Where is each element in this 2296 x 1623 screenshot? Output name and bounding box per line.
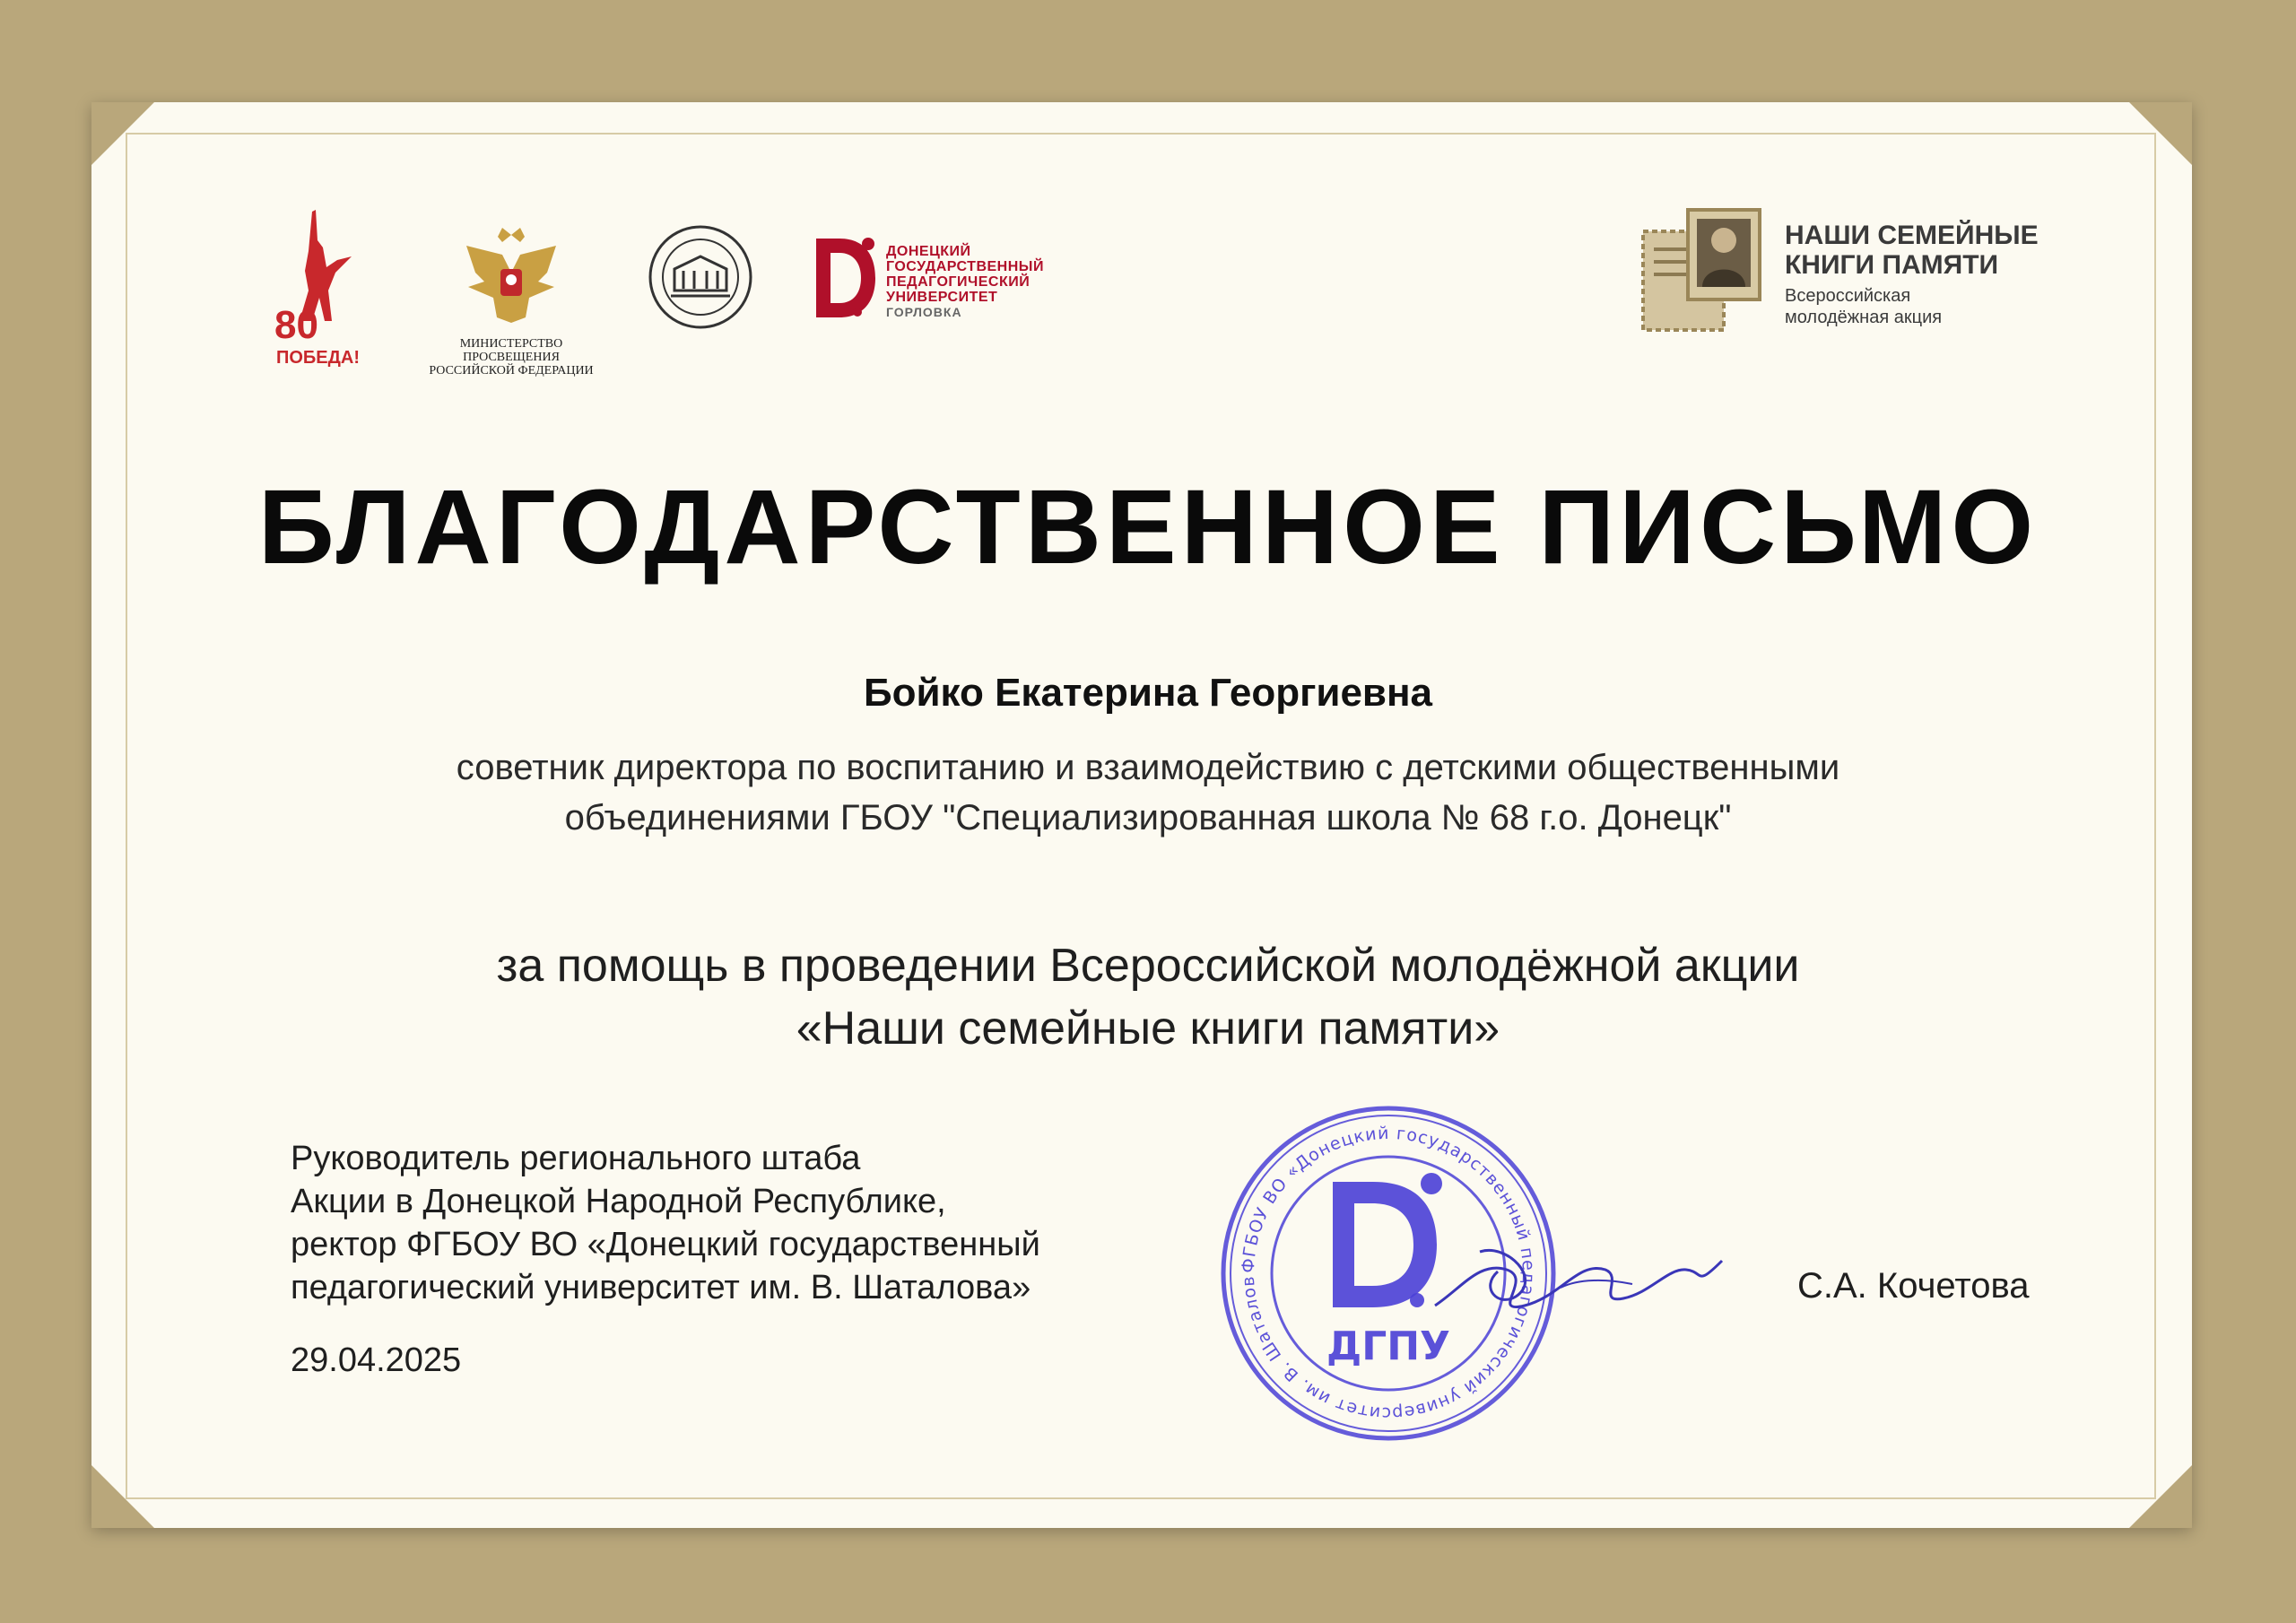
signer-line3: ректор ФГБОУ ВО «Донецкий государственный [291,1226,1040,1263]
stamp-ring-text: ФГБОУ ВО «Донецкий государственный педагогический университет им. В. Шаталов [1238,1123,1539,1424]
position-line1: советник директора по воспитанию и взаимодействию с детскими общественными [456,748,1840,787]
books-sub-line1: Всероссийская [1785,286,1911,306]
signer-line1: Руководитель регионального штаба [291,1140,861,1177]
double-headed-eagle-icon [413,219,610,326]
dgpu-logo [813,233,1064,332]
ministry-logo [413,219,610,378]
victory-number: 80 [274,303,318,347]
dgpu-line2: ГОСУДАРСТВЕННЫЙ [886,259,1044,274]
recipient-position [269,742,2027,843]
issue-date: 29.04.2025 [291,1341,462,1379]
victory-logo [273,204,362,375]
handwritten-signature [1426,1225,1731,1332]
dgpu-d-letter-icon [813,233,881,323]
ministry-line1: МИНИСТЕРСТВО ПРОСВЕЩЕНИЯ [459,337,563,364]
university-building-seal-icon [648,224,753,330]
gratitude-reason [269,934,2027,1060]
reason-line2: «Наши семейные книги памяти» [796,1002,1500,1055]
dgpu-line3: ПЕДАГОГИЧЕСКИЙ [886,274,1031,290]
recipient-name: Бойко Екатерина Георгиевна [863,671,1433,715]
signer-name: С.А. Кочетова [1797,1266,2030,1306]
dgpu-line1: ДОНЕЦКИЙ [886,244,971,259]
dgpu-line4: УНИВЕРСИТЕТ [886,290,998,305]
books-sub-line2: молодёжная акция [1785,308,1943,327]
books-of-memory-logo [1638,204,2068,348]
dgpu-city: ГОРЛОВКА [886,305,962,319]
books-title-line1: НАШИ СЕМЕЙНЫЕ [1785,221,2039,250]
signer-line4: педагогический университет им. В. Шаталова» [291,1269,1031,1306]
stamp-center-text: ДГПУ [1326,1324,1450,1369]
victory-text: ПОБЕДА! [276,348,360,368]
position-line2: объединениями ГБОУ "Специализированная школа № 68 г.о. Донецк" [564,798,1732,838]
signer-line2: Акции в Донецкой Народной Республике, [291,1183,946,1220]
photo-stamps-icon [1638,204,1763,348]
document-title: БЛАГОДАРСТВЕННОЕ ПИСЬМО [257,468,2039,586]
signer-title [291,1137,1277,1309]
reason-line1: за помощь в проведении Всероссийской молодёжной акции [496,940,1800,992]
university-seal-logo [648,224,753,330]
ministry-line2: РОССИЙСКОЙ ФЕДЕРАЦИИ [429,364,594,378]
books-title-line2: КНИГИ ПАМЯТИ [1785,250,1999,280]
